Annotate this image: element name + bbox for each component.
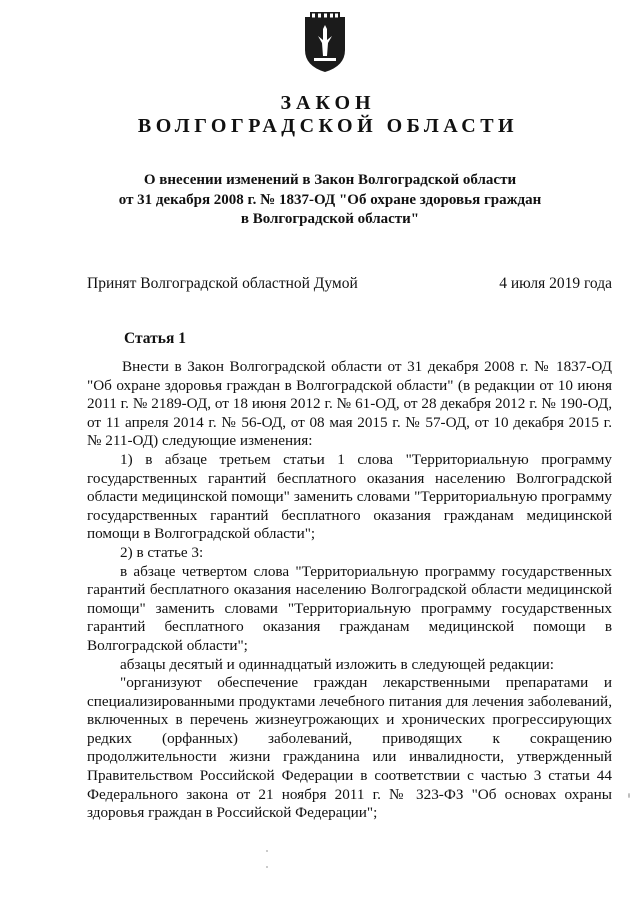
subject-line: от 31 декабря 2008 г. № 1837-ОД "Об охране здоровья граждан	[118, 191, 542, 208]
paragraph: в абзаце четвертом слова "Территориальную программу государственных гарантий бесплатного оказания населению Волгоградской области медицинской помощи" заменить словами "Территориальную программу государственных гарантий бесплатного оказания гражданам медицинской помощи в Волгоградской области";	[87, 562, 612, 654]
article-title: Статья 1	[124, 330, 186, 347]
article-body	[87, 358, 612, 823]
scan-speck	[628, 793, 630, 798]
paragraph: 1) в абзаце третьем статьи 1 слова "Территориальную программу государственных гарантий бесплатного оказания населению Волгоградской области медицинской помощи" заменить словами "Территориальную программу государственных гарантий бесплатного оказания гражданам медицинской помощи в Волгоградской области";	[87, 450, 612, 543]
adopted-by: Принят Волгоградской областной Думой	[87, 275, 358, 292]
adopted-date: 4 июля 2019 года	[499, 275, 612, 292]
scan-speck	[266, 850, 268, 852]
law-subject	[80, 171, 580, 230]
paragraph: 2) в статье 3:	[120, 543, 204, 561]
scan-speck	[266, 866, 268, 868]
paragraph: Внести в Закон Волгоградской области от 31 декабря 2008 г. № 1837-ОД "Об охране здоровья граждан в Волгоградской области" (в редакции от 10 июня 2011 г. № 2189-ОД, от 18 июня 2012 г. № 61-ОД, от 28 декабря 2012 г. № 190-ОД, от 11 апреля 2014 г. № 56-ОД, от 08 мая 2015 г. № 57-ОД, от 10 декабря 2015 г. № 211-ОД) следующие изменения:	[87, 358, 612, 450]
subject-line: О внесении изменений в Закон Волгоградской области	[143, 172, 517, 188]
coat-of-arms-icon	[302, 12, 348, 74]
law-label: ЗАКОН	[280, 92, 376, 114]
paragraph: абзацы десятый и одиннадцатый изложить в следующей редакции:	[120, 655, 554, 673]
region-label: ВОЛГОГРАДСКОЙ ОБЛАСТИ	[137, 115, 519, 137]
subject-line: в Волгоградской области"	[240, 211, 420, 227]
paragraph: "организуют обеспечение граждан лекарственными препаратами и специализированными продуктами лечебного питания для лечения заболеваний, включенных в перечень жизнеугрожающих и хронических прогрессирующих редких (орфанных) заболеваний, приводящих к сокращению продолжительности жизни гражданина или инвалидности, утвержденный Правительством Российской Федерации в соответствии с частью 3 статьи 44 Федерального закона от 21 ноября 2011 г. № 323-ФЗ "Об основах охраны здоровья граждан в Российской Федерации";	[87, 674, 612, 822]
